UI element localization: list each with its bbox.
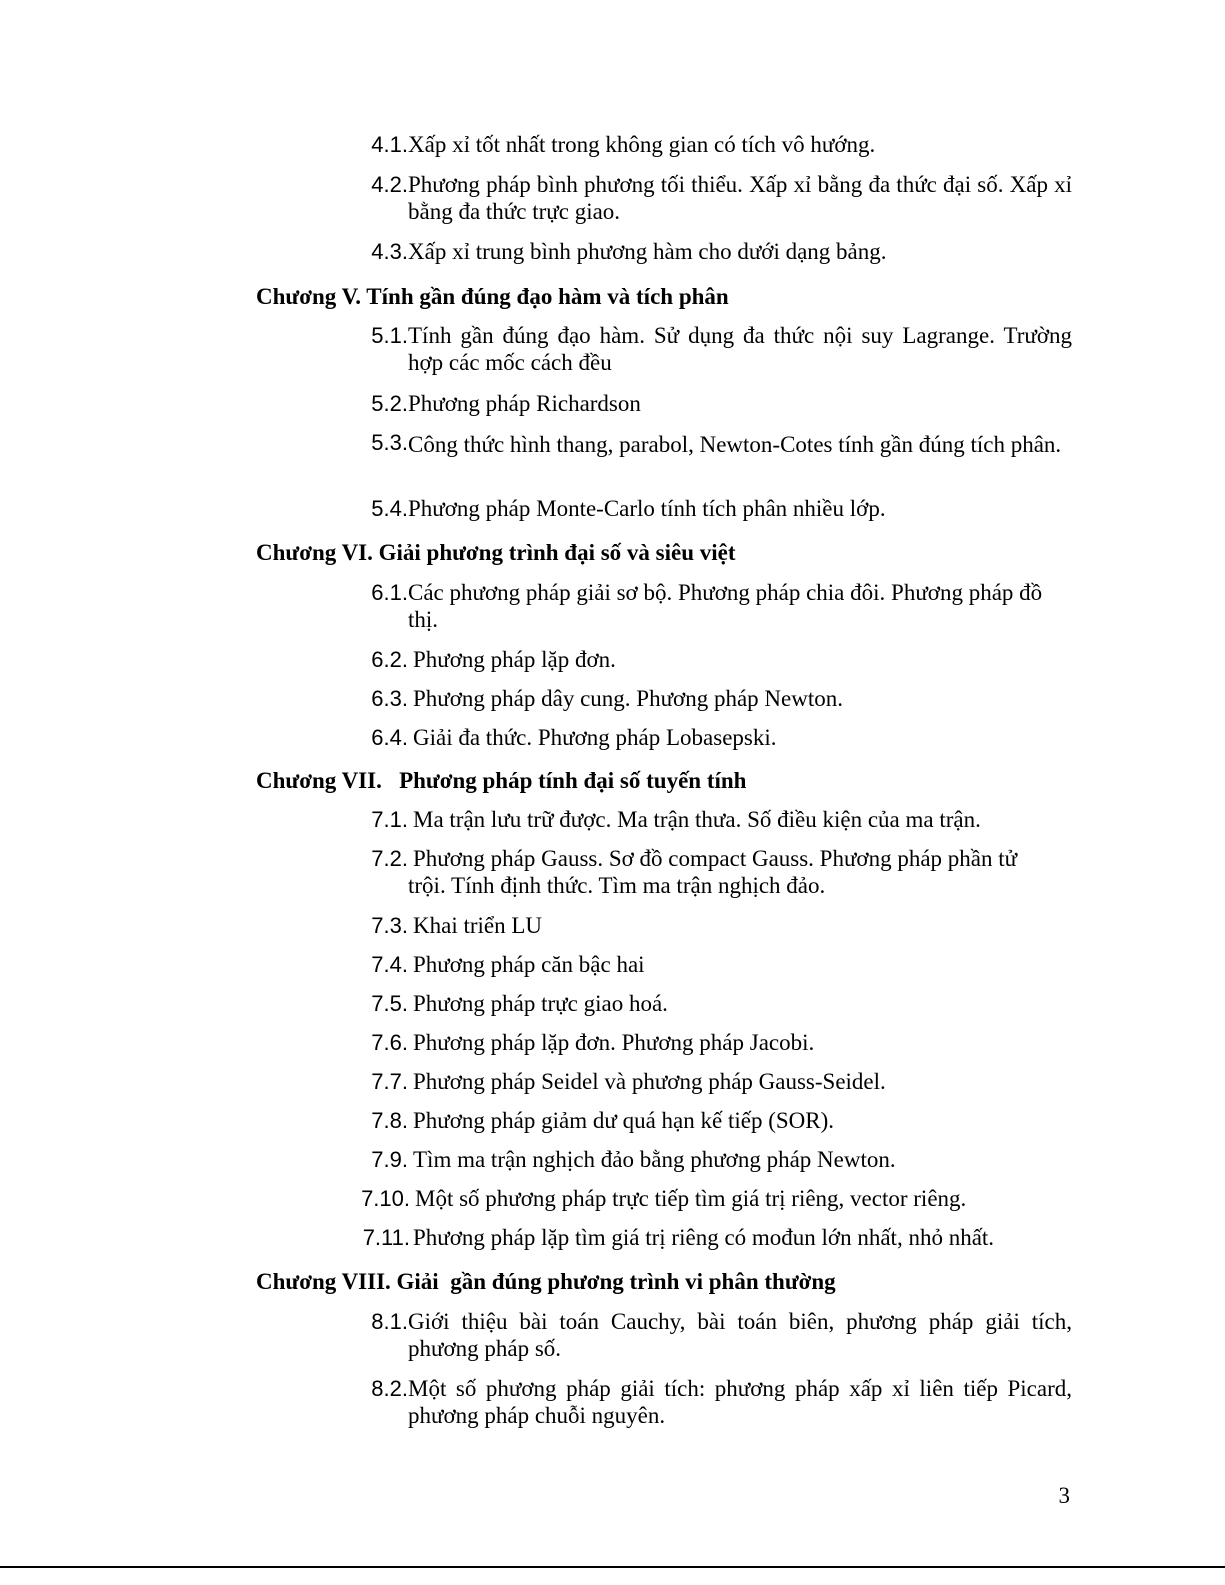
item-text: Giới thiệu bài toán Cauchy, bài toán biên, phương pháp giải tích, phương pháp số. xyxy=(408,1309,1072,1361)
item-text: Phương pháp dây cung. Phương pháp Newton. xyxy=(413,686,843,711)
item-number: 7.5. xyxy=(371,991,408,1016)
item-number: 5.2. xyxy=(371,391,408,416)
chapter-heading: Chương VIII. Giải gần đúng phương trình vi phân thường xyxy=(256,1269,836,1294)
page-number: 3 xyxy=(1058,1483,1070,1508)
item-number: 7.9. xyxy=(371,1147,408,1172)
item-number: 4.2. xyxy=(371,172,408,197)
list-item xyxy=(346,131,1072,158)
list-item xyxy=(346,1146,1072,1173)
chapter-heading: Chương VII. Phương pháp tính đại số tuyến tính xyxy=(256,768,747,793)
list-item xyxy=(346,322,1072,376)
list-item xyxy=(346,1068,1072,1095)
item-text: Khai triển LU xyxy=(413,913,543,938)
list-item xyxy=(346,429,1072,461)
list-item xyxy=(346,171,1072,225)
item-text: Các phương pháp giải sơ bộ. Phương pháp chia đôi. Phương pháp đồ thị. xyxy=(408,580,1043,632)
item-number: 7.6. xyxy=(371,1030,408,1055)
list-item xyxy=(346,912,1072,939)
item-number: 7.3. xyxy=(371,913,408,938)
item-text: Một số phương pháp trực tiếp tìm giá trị riêng, vector riêng. xyxy=(415,1186,967,1211)
list-item xyxy=(346,646,1072,673)
list-item xyxy=(346,579,1052,633)
item-text: Phương pháp lặp tìm giá trị riêng có mođun lớn nhất, nhỏ nhất. xyxy=(413,1225,995,1250)
item-text: Phương pháp Richardson xyxy=(408,391,641,416)
chapter-heading: Chương V. Tính gần đúng đạo hàm và tích phân xyxy=(256,284,729,309)
list-item xyxy=(346,1107,1072,1134)
item-number: 7.10. xyxy=(361,1186,410,1211)
item-text: Phương pháp Gauss. Sơ đồ compact Gauss. Phương pháp phần tử trội. Tính định thức. Tìm ma trận nghịch đảo. xyxy=(408,846,1018,898)
list-item xyxy=(346,990,1072,1017)
list-item xyxy=(346,1375,1072,1429)
item-number: 7.8. xyxy=(371,1108,408,1133)
item-text: Phương pháp lặp đơn. Phương pháp Jacobi. xyxy=(413,1030,815,1055)
item-text: Tính gần đúng đạo hàm. Sử dụng đa thức nội suy Lagrange. Trường hợp các mốc cách đều xyxy=(408,323,1072,375)
list-item xyxy=(346,951,1072,978)
item-text: Xấp xỉ tốt nhất trong không gian có tích vô hướng. xyxy=(408,132,876,157)
item-number: 6.1. xyxy=(371,580,408,605)
item-number: 6.3. xyxy=(371,686,408,711)
item-text: Ma trận lưu trữ được. Ma trận thưa. Số điều kiện của ma trận. xyxy=(413,807,981,832)
list-item xyxy=(346,1308,1072,1362)
list-item xyxy=(346,390,1072,417)
item-text: Phương pháp Seidel và phương pháp Gauss-Seidel. xyxy=(413,1069,886,1094)
item-number: 4.3. xyxy=(371,239,408,264)
item-number: 7.2. xyxy=(371,846,408,871)
list-item xyxy=(346,238,1072,265)
chapter-heading: Chương VI. Giải phương trình đại số và siêu việt xyxy=(256,540,736,565)
page-bottom-divider xyxy=(0,1566,1225,1568)
item-text: Phương pháp bình phương tối thiểu. Xấp xỉ bằng đa thức đại số. Xấp xỉ bằng đa thức trực giao. xyxy=(408,172,1072,224)
item-text: Một số phương pháp giải tích: phương pháp xấp xỉ liên tiếp Picard, phương pháp chuỗi nguyên. xyxy=(408,1376,1072,1428)
item-number: 5.3. xyxy=(371,430,408,455)
item-number: 7.1. xyxy=(371,807,408,832)
item-text: Phương pháp trực giao hoá. xyxy=(413,991,668,1016)
item-number: 7.4. xyxy=(371,952,408,977)
list-item xyxy=(346,1185,1072,1212)
item-text: Phương pháp Monte-Carlo tính tích phân nhiều lớp. xyxy=(408,496,886,521)
list-item xyxy=(346,845,1052,899)
item-number: 8.1. xyxy=(371,1309,408,1334)
item-number: 7.11. xyxy=(362,1225,410,1250)
item-text: Giải đa thức. Phương pháp Lobasepski. xyxy=(413,725,777,750)
item-text: Công thức hình thang, parabol, Newton-Cotes tính gần đúng tích phân. xyxy=(408,432,1062,457)
item-text: Tìm ma trận nghịch đảo bằng phương pháp Newton. xyxy=(413,1147,896,1172)
list-item xyxy=(346,1029,1072,1056)
item-number: 5.4. xyxy=(371,496,408,521)
item-text: Phương pháp căn bậc hai xyxy=(413,952,645,977)
list-item xyxy=(346,724,1072,751)
item-text: Xấp xỉ trung bình phương hàm cho dưới dạng bảng. xyxy=(408,239,887,264)
item-text: Phương pháp giảm dư quá hạn kế tiếp (SOR). xyxy=(413,1108,835,1133)
item-text: Phương pháp lặp đơn. xyxy=(413,647,616,672)
item-number: 8.2. xyxy=(371,1376,408,1401)
list-item xyxy=(346,806,1072,833)
item-number: 7.7. xyxy=(371,1069,408,1094)
list-item xyxy=(346,685,1072,712)
item-number: 6.4. xyxy=(371,725,408,750)
item-number: 4.1. xyxy=(371,132,408,157)
item-number: 5.1. xyxy=(371,323,408,348)
list-item xyxy=(346,495,1072,522)
list-item xyxy=(346,1224,1072,1251)
item-number: 6.2. xyxy=(371,647,408,672)
